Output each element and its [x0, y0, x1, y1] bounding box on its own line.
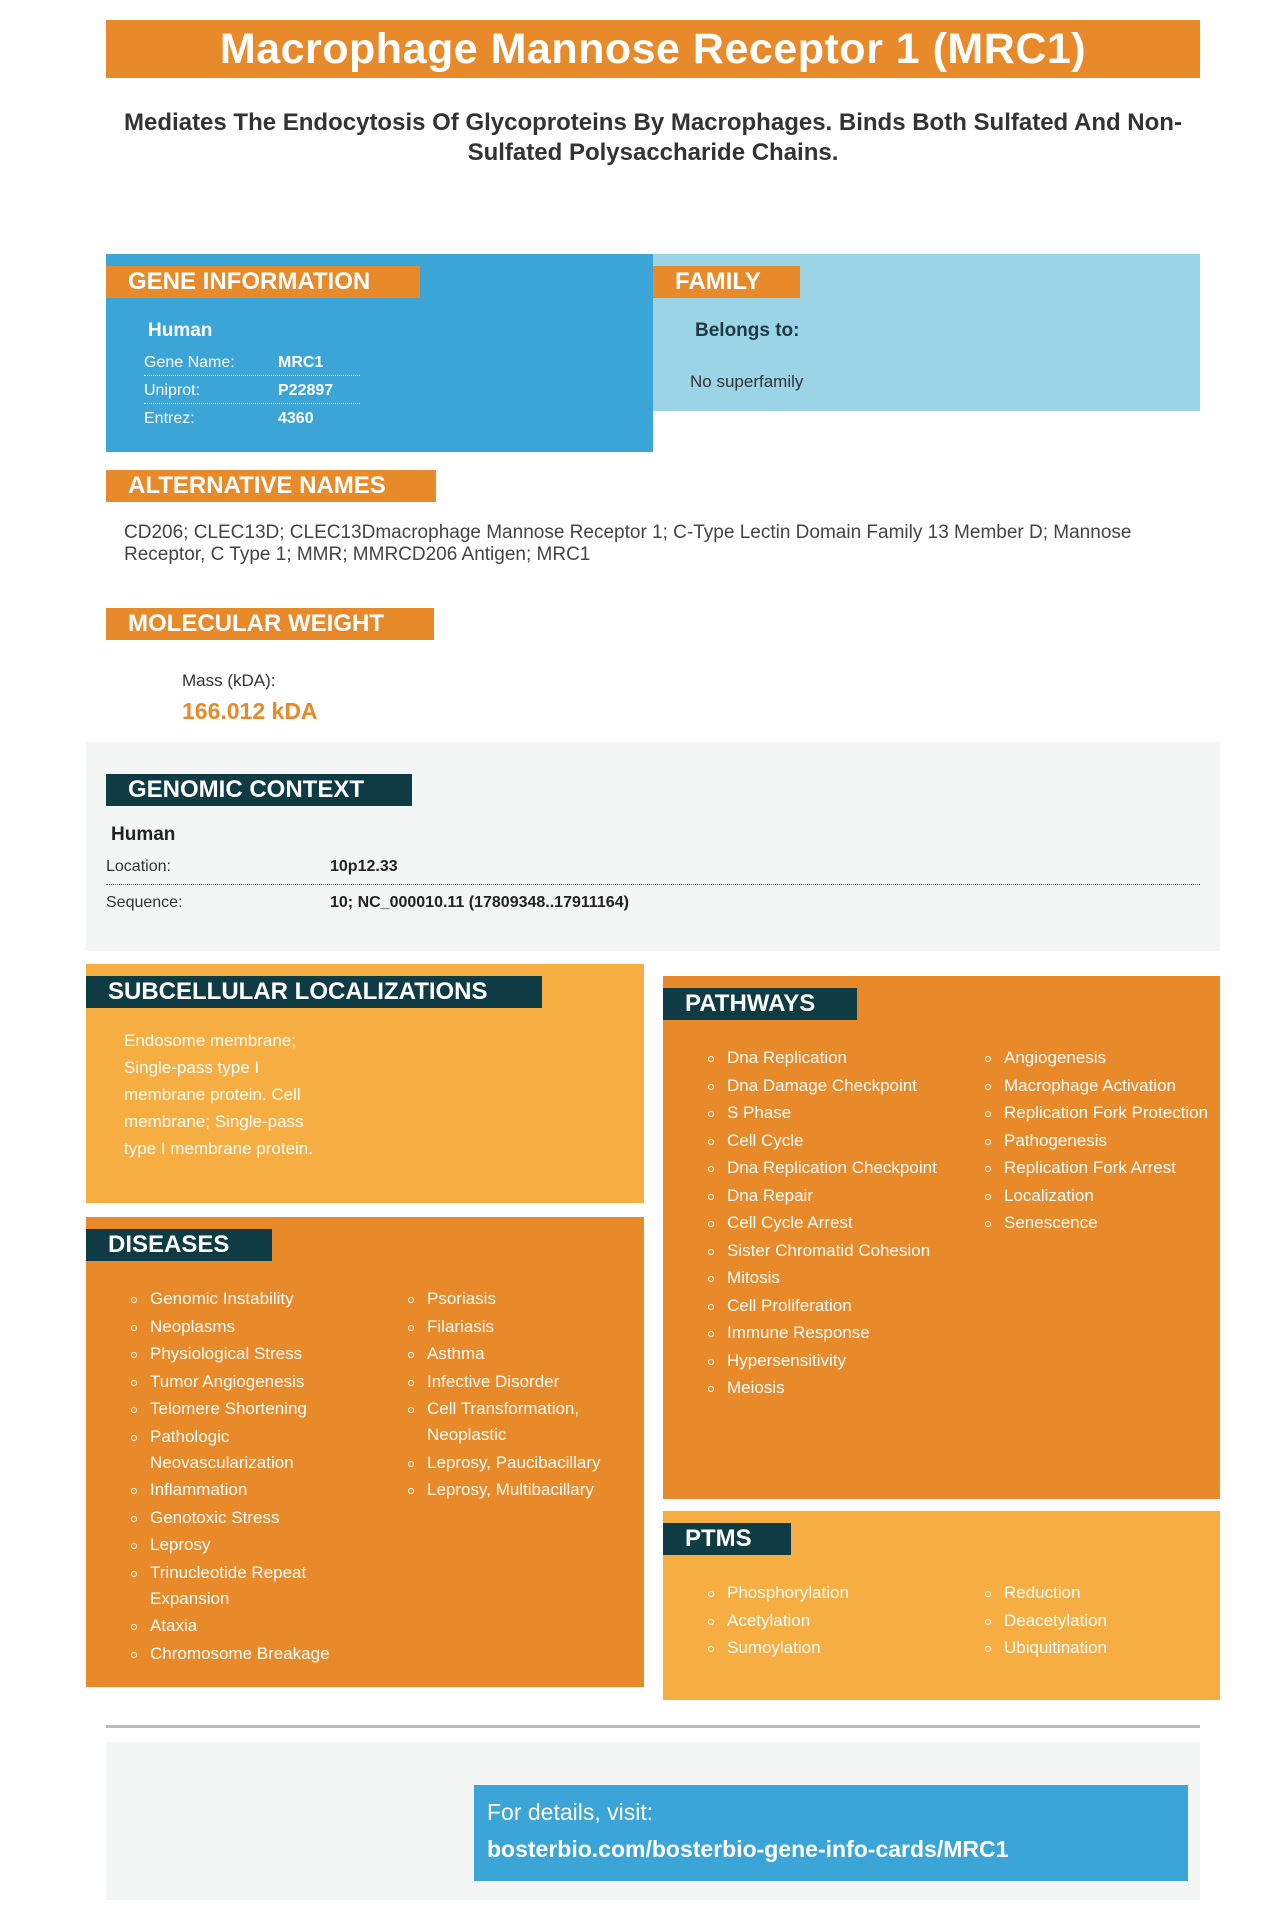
list-item: S Phase [708, 1100, 938, 1126]
pathways-column-1 [708, 1045, 938, 1403]
gene-name-row [144, 351, 360, 376]
list-item: Dna Repair [708, 1183, 938, 1209]
list-item: Senescence [985, 1210, 1215, 1236]
family-value: No superfamily [690, 372, 804, 391]
list-item: Deacetylation [985, 1608, 1215, 1634]
list-item: Macrophage Activation [985, 1073, 1215, 1099]
list-item: Infective Disorder [408, 1369, 638, 1395]
details-visit-label: For details, visit: [487, 1799, 654, 1825]
list-item: Leprosy [131, 1532, 361, 1558]
location-row [106, 854, 1200, 885]
ptms-header: PTMS [663, 1523, 791, 1555]
list-item: Filariasis [408, 1314, 638, 1340]
entrez-label: Entrez: [144, 410, 195, 427]
list-item: Physiological Stress [131, 1341, 361, 1367]
list-item: Chromosome Breakage [131, 1641, 361, 1667]
ptms-column-1 [708, 1580, 938, 1663]
mass-value: 166.012 kDA [182, 698, 318, 724]
diseases-column-2 [408, 1286, 638, 1505]
alternative-names-header: ALTERNATIVE NAMES [106, 470, 436, 502]
subcellular-header: SUBCELLULAR LOCALIZATIONS [86, 976, 542, 1008]
footer-divider [106, 1725, 1200, 1728]
alternative-names-text: CD206; CLEC13D; CLEC13Dmacrophage Mannose Receptor 1; C-Type Lectin Domain Family 13 Member D; Mannose Receptor, C Type 1; MMR; MMRCD206 Antigen; MRC1 [124, 522, 1132, 565]
list-item: Mitosis [708, 1265, 938, 1291]
list-item: Pathogenesis [985, 1128, 1215, 1154]
uniprot-value: P22897 [278, 382, 334, 399]
gene-description: Mediates The Endocytosis Of Glycoproteins By Macrophages. Binds Both Sulfated And Non-Sulfated Polysaccharide Chains. [124, 109, 1182, 166]
sequence-value: 10; NC_000010.11 (17809348..17911164) [330, 894, 629, 911]
ptms-column-2 [985, 1580, 1215, 1663]
list-item: Tumor Angiogenesis [131, 1369, 361, 1395]
list-item: Dna Replication [708, 1045, 938, 1071]
list-item: Phosphorylation [708, 1580, 938, 1606]
list-item: Replication Fork Arrest [985, 1155, 1215, 1181]
subcellular-text: Endosome membrane; Single-pass type I membrane protein. Cell membrane; Single-pass type I membrane protein. [124, 1031, 313, 1158]
sequence-label: Sequence: [106, 894, 183, 911]
molecular-weight-header: MOLECULAR WEIGHT [106, 608, 434, 640]
list-item: Ataxia [131, 1613, 361, 1639]
list-item: Inflammation [131, 1477, 361, 1503]
list-item: Cell Transformation, Neoplastic [408, 1396, 638, 1448]
list-item: Hypersensitivity [708, 1348, 938, 1374]
list-item: Neoplasms [131, 1314, 361, 1340]
list-item: Genotoxic Stress [131, 1505, 361, 1531]
genomic-species: Human [111, 824, 176, 845]
list-item: Angiogenesis [985, 1045, 1215, 1071]
list-item: Pathologic Neovascularization [131, 1424, 361, 1476]
family-belongs-to-label: Belongs to: [695, 320, 800, 341]
page-title: Macrophage Mannose Receptor 1 (MRC1) [106, 20, 1200, 78]
genomic-context-panel [86, 742, 1220, 951]
list-item: Localization [985, 1183, 1215, 1209]
list-item: Genomic Instability [131, 1286, 361, 1312]
list-item: Sister Chromatid Cohesion [708, 1238, 938, 1264]
entrez-row [144, 407, 360, 431]
location-value: 10p12.33 [330, 858, 398, 875]
sequence-row [106, 890, 1200, 920]
location-label: Location: [106, 858, 171, 875]
list-item: Sumoylation [708, 1635, 938, 1661]
pathways-header: PATHWAYS [663, 988, 857, 1020]
list-item: Leprosy, Paucibacillary [408, 1450, 638, 1476]
list-item: Cell Cycle Arrest [708, 1210, 938, 1236]
pathways-panel [663, 976, 1220, 1499]
list-item: Trinucleotide Repeat Expansion [131, 1560, 361, 1612]
gene-information-panel [106, 254, 653, 452]
list-item: Dna Damage Checkpoint [708, 1073, 938, 1099]
list-item: Telomere Shortening [131, 1396, 361, 1422]
list-item: Psoriasis [408, 1286, 638, 1312]
list-item: Dna Replication Checkpoint [708, 1155, 938, 1181]
diseases-panel [86, 1217, 644, 1687]
diseases-header: DISEASES [86, 1229, 272, 1261]
list-item: Acetylation [708, 1608, 938, 1634]
list-item: Cell Cycle [708, 1128, 938, 1154]
list-item: Asthma [408, 1341, 638, 1367]
details-link-box[interactable] [474, 1785, 1188, 1881]
gene-name-label: Gene Name: [144, 354, 235, 371]
gene-name-value: MRC1 [278, 354, 324, 371]
subcellular-panel [86, 964, 644, 1203]
gene-species: Human [148, 320, 213, 341]
list-item: Immune Response [708, 1320, 938, 1346]
family-panel [653, 254, 1200, 411]
list-item: Reduction [985, 1580, 1215, 1606]
list-item: Replication Fork Protection [985, 1100, 1215, 1126]
mass-label: Mass (kDA): [182, 671, 276, 690]
genomic-context-header: GENOMIC CONTEXT [106, 774, 412, 806]
ptms-panel [663, 1511, 1220, 1700]
gene-information-header: GENE INFORMATION [106, 266, 420, 298]
diseases-column-1 [131, 1286, 361, 1668]
list-item: Leprosy, Multibacillary [408, 1477, 638, 1503]
family-header: FAMILY [653, 266, 800, 298]
uniprot-row [144, 379, 360, 404]
entrez-value: 4360 [278, 410, 314, 427]
list-item: Ubiquitination [985, 1635, 1215, 1661]
list-item: Meiosis [708, 1375, 938, 1401]
pathways-column-2 [985, 1045, 1215, 1238]
details-url-link[interactable]: bosterbio.com/bosterbio-gene-info-cards/MRC1 [487, 1836, 1009, 1862]
uniprot-label: Uniprot: [144, 382, 201, 399]
list-item: Cell Proliferation [708, 1293, 938, 1319]
